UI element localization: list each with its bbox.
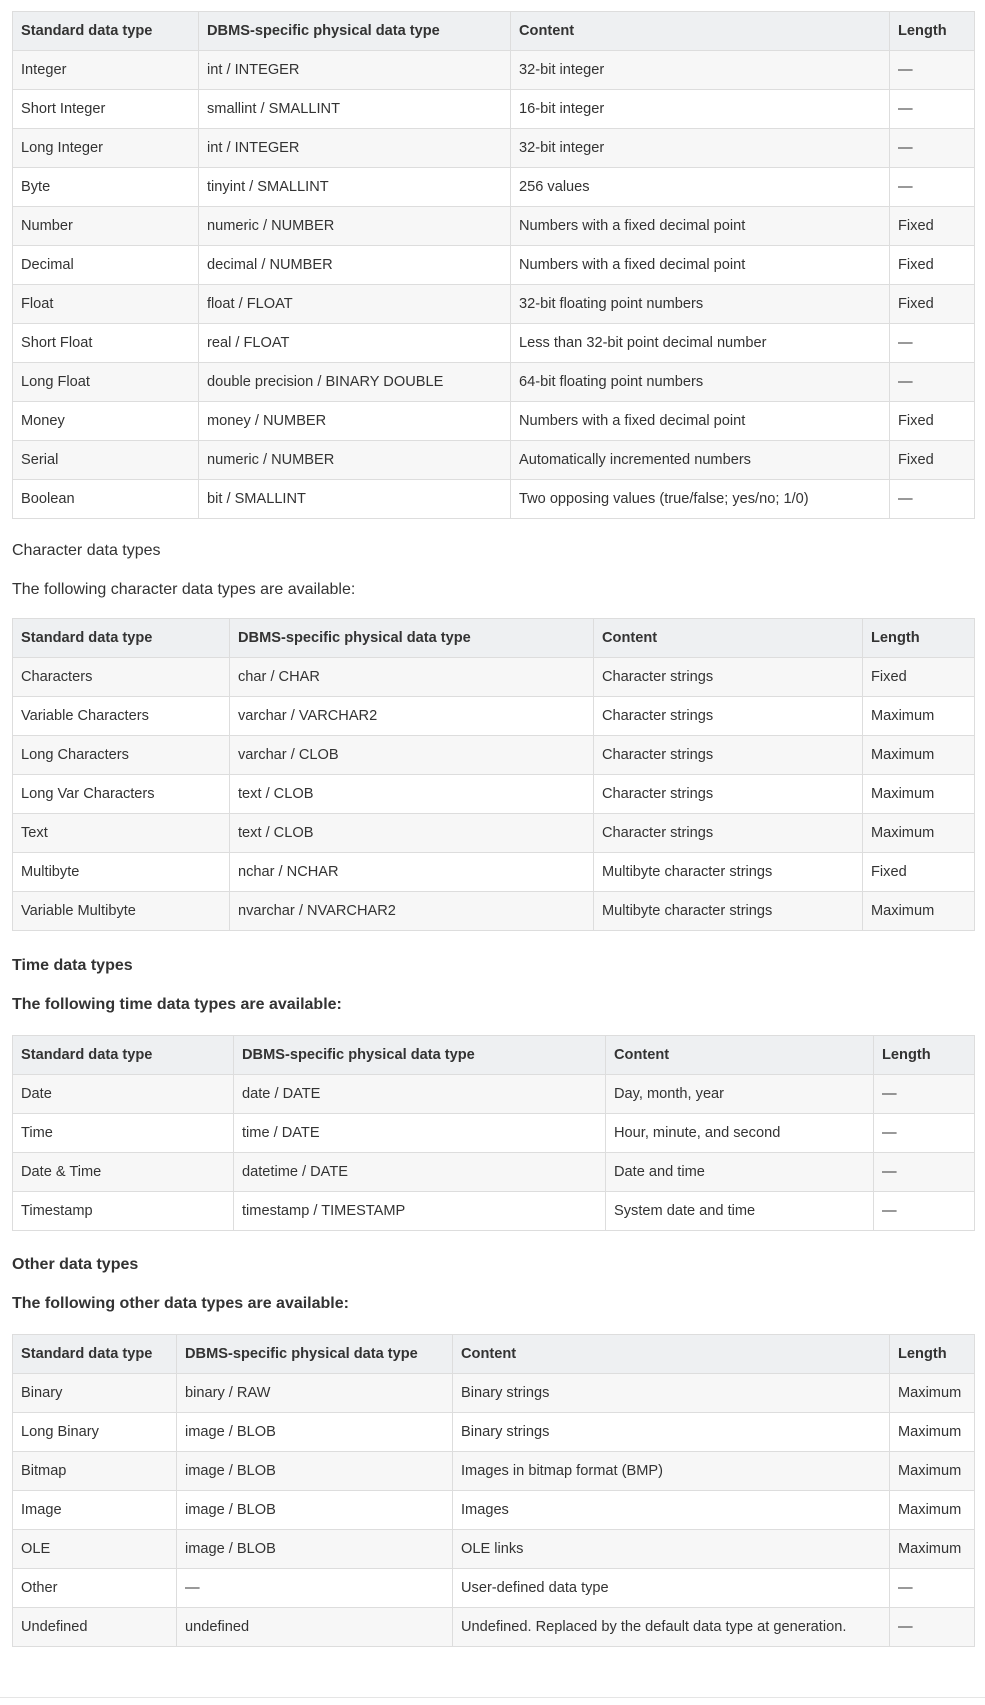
table-row — [13, 1413, 975, 1452]
table-cell: nchar / NCHAR — [230, 853, 594, 892]
table-cell: float / FLOAT — [199, 285, 511, 324]
table-cell: Multibyte character strings — [594, 892, 863, 931]
table-cell: Fixed — [890, 285, 975, 324]
column-header: DBMS-specific physical data type — [177, 1335, 453, 1374]
table-row — [13, 775, 975, 814]
table-cell: time / DATE — [234, 1114, 606, 1153]
table-cell: Long Characters — [13, 736, 230, 775]
table-cell: — — [890, 129, 975, 168]
other-section-heading: Other data types — [12, 1256, 139, 1273]
table-cell: Decimal — [13, 246, 199, 285]
table-cell: 64-bit floating point numbers — [511, 363, 890, 402]
table-cell: Day, month, year — [606, 1075, 874, 1114]
character-section-heading: Character data types — [12, 542, 161, 559]
table-cell: Multibyte character strings — [594, 853, 863, 892]
table-cell: Hour, minute, and second — [606, 1114, 874, 1153]
table-row — [13, 1374, 975, 1413]
table-header-row — [13, 12, 975, 51]
table-cell: Short Integer — [13, 90, 199, 129]
column-header: Content — [594, 619, 863, 658]
table-cell: 16-bit integer — [511, 90, 890, 129]
table-row — [13, 1608, 975, 1647]
table-row — [13, 736, 975, 775]
table-row — [13, 129, 975, 168]
table-cell: smallint / SMALLINT — [199, 90, 511, 129]
table-cell: — — [177, 1569, 453, 1608]
table-cell: — — [890, 1608, 975, 1647]
table-cell: Boolean — [13, 480, 199, 519]
table-header-row — [13, 1036, 975, 1075]
table-cell: Character strings — [594, 697, 863, 736]
table-cell: datetime / DATE — [234, 1153, 606, 1192]
table-cell: char / CHAR — [230, 658, 594, 697]
table-row — [13, 658, 975, 697]
table-cell: image / BLOB — [177, 1413, 453, 1452]
table-cell: Maximum — [863, 892, 975, 931]
table-cell: — — [890, 480, 975, 519]
other-section-intro: The following other data types are available: — [12, 1295, 349, 1312]
table-cell: Maximum — [890, 1491, 975, 1530]
document-body — [12, 11, 974, 1647]
character-section-intro: The following character data types are available: — [12, 581, 356, 598]
table-row — [13, 90, 975, 129]
table-cell: — — [874, 1075, 975, 1114]
table-cell: Bitmap — [13, 1452, 177, 1491]
table-row — [13, 324, 975, 363]
table-cell: OLE — [13, 1530, 177, 1569]
table-cell: Fixed — [890, 207, 975, 246]
table-cell: Maximum — [863, 736, 975, 775]
table-cell: varchar / VARCHAR2 — [230, 697, 594, 736]
column-header: Length — [890, 1335, 975, 1374]
table-cell: decimal / NUMBER — [199, 246, 511, 285]
table-cell: — — [874, 1153, 975, 1192]
table-cell: int / INTEGER — [199, 51, 511, 90]
time-data-types-table — [12, 1035, 975, 1231]
table-cell: Character strings — [594, 814, 863, 853]
table-cell: Character strings — [594, 736, 863, 775]
table-cell: Long Binary — [13, 1413, 177, 1452]
column-header: Content — [606, 1036, 874, 1075]
table-row — [13, 1153, 975, 1192]
table-cell: — — [890, 324, 975, 363]
column-header: Standard data type — [13, 619, 230, 658]
table-cell: 32-bit integer — [511, 51, 890, 90]
table-cell: — — [890, 1569, 975, 1608]
table-row — [13, 1530, 975, 1569]
table-cell: Variable Characters — [13, 697, 230, 736]
other-data-types-table — [12, 1334, 975, 1647]
table-cell: timestamp / TIMESTAMP — [234, 1192, 606, 1231]
table-cell: Serial — [13, 441, 199, 480]
table-cell: Images in bitmap format (BMP) — [453, 1452, 890, 1491]
column-header: Standard data type — [13, 1335, 177, 1374]
table-cell: — — [890, 168, 975, 207]
table-cell: tinyint / SMALLINT — [199, 168, 511, 207]
table-cell: 32-bit floating point numbers — [511, 285, 890, 324]
table-row — [13, 51, 975, 90]
table-cell: Maximum — [890, 1452, 975, 1491]
table-cell: User-defined data type — [453, 1569, 890, 1608]
table-cell: Fixed — [890, 441, 975, 480]
table-cell: Maximum — [890, 1530, 975, 1569]
table-cell: Fixed — [890, 246, 975, 285]
table-cell: image / BLOB — [177, 1452, 453, 1491]
table-cell: — — [890, 51, 975, 90]
table-cell: Long Float — [13, 363, 199, 402]
table-row — [13, 207, 975, 246]
table-cell: Maximum — [863, 775, 975, 814]
column-header: Length — [890, 12, 975, 51]
table-cell: binary / RAW — [177, 1374, 453, 1413]
table-cell: Short Float — [13, 324, 199, 363]
table-row — [13, 285, 975, 324]
table-cell: Numbers with a fixed decimal point — [511, 207, 890, 246]
table-cell: Text — [13, 814, 230, 853]
table-cell: System date and time — [606, 1192, 874, 1231]
table-cell: Fixed — [863, 853, 975, 892]
table-cell: Number — [13, 207, 199, 246]
table-row — [13, 246, 975, 285]
table-row — [13, 1569, 975, 1608]
table-cell: Integer — [13, 51, 199, 90]
table-cell: double precision / BINARY DOUBLE — [199, 363, 511, 402]
table-cell: Date and time — [606, 1153, 874, 1192]
table-cell: image / BLOB — [177, 1530, 453, 1569]
table-cell: Fixed — [890, 402, 975, 441]
table-cell: Byte — [13, 168, 199, 207]
table-row — [13, 480, 975, 519]
table-cell: Maximum — [890, 1413, 975, 1452]
table-cell: Automatically incremented numbers — [511, 441, 890, 480]
table-cell: OLE links — [453, 1530, 890, 1569]
table-cell: — — [874, 1192, 975, 1231]
table-cell: Date — [13, 1075, 234, 1114]
table-cell: Timestamp — [13, 1192, 234, 1231]
table-cell: Long Var Characters — [13, 775, 230, 814]
table-cell: Characters — [13, 658, 230, 697]
table-row — [13, 814, 975, 853]
table-cell: — — [890, 363, 975, 402]
table-cell: undefined — [177, 1608, 453, 1647]
table-row — [13, 363, 975, 402]
table-cell: text / CLOB — [230, 775, 594, 814]
column-header: DBMS-specific physical data type — [230, 619, 594, 658]
character-data-types-table — [12, 618, 975, 931]
table-row — [13, 1075, 975, 1114]
table-row — [13, 1114, 975, 1153]
table-header-row — [13, 1335, 975, 1374]
table-cell: nvarchar / NVARCHAR2 — [230, 892, 594, 931]
column-header: Length — [874, 1036, 975, 1075]
table-row — [13, 697, 975, 736]
numeric-data-types-table — [12, 11, 975, 519]
table-cell: Money — [13, 402, 199, 441]
table-cell: varchar / CLOB — [230, 736, 594, 775]
table-cell: money / NUMBER — [199, 402, 511, 441]
table-cell: Images — [453, 1491, 890, 1530]
table-cell: date / DATE — [234, 1075, 606, 1114]
table-cell: Time — [13, 1114, 234, 1153]
table-cell: 32-bit integer — [511, 129, 890, 168]
column-header: Standard data type — [13, 1036, 234, 1075]
table-cell: numeric / NUMBER — [199, 207, 511, 246]
table-row — [13, 1192, 975, 1231]
table-cell: Long Integer — [13, 129, 199, 168]
footer-divider — [0, 1697, 985, 1698]
table-cell: Variable Multibyte — [13, 892, 230, 931]
table-cell: real / FLOAT — [199, 324, 511, 363]
table-cell: Numbers with a fixed decimal point — [511, 402, 890, 441]
table-cell: — — [890, 90, 975, 129]
table-cell: Character strings — [594, 775, 863, 814]
table-cell: int / INTEGER — [199, 129, 511, 168]
table-row — [13, 1491, 975, 1530]
table-cell: numeric / NUMBER — [199, 441, 511, 480]
table-row — [13, 853, 975, 892]
table-cell: text / CLOB — [230, 814, 594, 853]
table-row — [13, 441, 975, 480]
table-cell: Undefined — [13, 1608, 177, 1647]
column-header: Standard data type — [13, 12, 199, 51]
table-header-row — [13, 619, 975, 658]
table-cell: Fixed — [863, 658, 975, 697]
table-cell: Binary strings — [453, 1374, 890, 1413]
table-cell: bit / SMALLINT — [199, 480, 511, 519]
table-row — [13, 402, 975, 441]
table-cell: Character strings — [594, 658, 863, 697]
column-header: Content — [453, 1335, 890, 1374]
table-cell: Binary — [13, 1374, 177, 1413]
column-header: DBMS-specific physical data type — [234, 1036, 606, 1075]
column-header: Length — [863, 619, 975, 658]
column-header: Content — [511, 12, 890, 51]
table-cell: Numbers with a fixed decimal point — [511, 246, 890, 285]
table-cell: Undefined. Replaced by the default data type at generation. — [453, 1608, 890, 1647]
table-cell: Other — [13, 1569, 177, 1608]
table-row — [13, 1452, 975, 1491]
table-row — [13, 168, 975, 207]
table-cell: image / BLOB — [177, 1491, 453, 1530]
table-cell: Multibyte — [13, 853, 230, 892]
time-section-heading: Time data types — [12, 957, 133, 974]
column-header: DBMS-specific physical data type — [199, 12, 511, 51]
table-cell: Less than 32-bit point decimal number — [511, 324, 890, 363]
table-cell: 256 values — [511, 168, 890, 207]
table-cell: — — [874, 1114, 975, 1153]
table-cell: Date & Time — [13, 1153, 234, 1192]
table-cell: Image — [13, 1491, 177, 1530]
table-cell: Maximum — [890, 1374, 975, 1413]
table-cell: Float — [13, 285, 199, 324]
table-cell: Binary strings — [453, 1413, 890, 1452]
table-cell: Maximum — [863, 697, 975, 736]
time-section-intro: The following time data types are available: — [12, 996, 342, 1013]
table-row — [13, 892, 975, 931]
table-cell: Maximum — [863, 814, 975, 853]
table-cell: Two opposing values (true/false; yes/no; 1/0) — [511, 480, 890, 519]
